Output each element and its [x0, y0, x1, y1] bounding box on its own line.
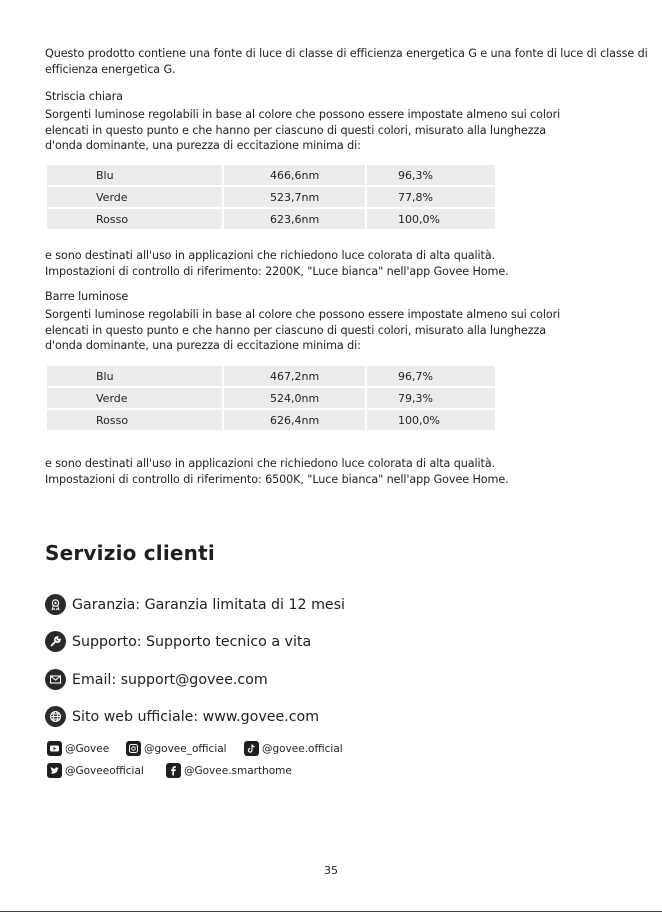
color-cell: Rosso [47, 209, 222, 229]
service-item-text: Garanzia: Garanzia limitata di 12 mesi [72, 596, 345, 613]
purity-cell: 100,0% [367, 209, 495, 229]
wavelength-cell: 623,6nm [224, 209, 365, 229]
social-handle: @Govee.smarthome [184, 764, 292, 777]
service-item-text[interactable]: Sito web ufficiale: www.govee.com [72, 708, 320, 725]
social-instagram[interactable] [126, 741, 227, 756]
youtube-icon [47, 741, 62, 756]
purity-cell: 79,3% [367, 388, 495, 408]
intro-paragraph [45, 46, 648, 77]
instagram-icon [126, 741, 141, 756]
section-description [45, 307, 560, 354]
service-item-warranty [45, 594, 345, 615]
social-youtube[interactable] [47, 741, 109, 756]
warranty-icon [45, 594, 66, 615]
table-row [47, 165, 495, 185]
purity-cell: 96,7% [367, 366, 495, 386]
social-handle: @Goveeofficial [65, 764, 144, 777]
social-tiktok[interactable] [244, 741, 343, 756]
purity-table [45, 163, 497, 231]
social-facebook[interactable] [166, 763, 292, 778]
description-line: Sorgenti luminose regolabili in base al colore che possono essere impostate almeno sui colori [45, 108, 561, 121]
table-row [47, 187, 495, 207]
wavelength-cell: 523,7nm [224, 187, 365, 207]
description-line: d'onda dominante, una purezza di eccitazione minima di: [45, 139, 361, 152]
social-twitter[interactable] [47, 763, 144, 778]
social-handle: @Govee [65, 742, 110, 755]
color-cell: Blu [47, 366, 222, 386]
description-line: Sorgenti luminose regolabili in base al colore che possono essere impostate almeno sui colori [45, 308, 561, 321]
purity-cell: 77,8% [367, 187, 495, 207]
service-item-text: Supporto: Supporto tecnico a vita [72, 633, 312, 650]
color-cell: Verde [47, 187, 222, 207]
wavelength-cell: 626,4nm [224, 410, 365, 430]
service-item-support [45, 631, 311, 652]
note-line: e sono destinati all'uso in applicazioni che richiedono luce colorata di alta qualità. [45, 457, 496, 470]
table-row [47, 388, 495, 408]
purity-cell: 96,3% [367, 165, 495, 185]
social-handle: @govee_official [144, 742, 227, 755]
intro-line: efficienza energetica G. [45, 62, 176, 76]
table-row [47, 209, 495, 229]
email-icon [45, 669, 66, 690]
section-description [45, 107, 560, 154]
social-handle: @govee.official [262, 742, 343, 755]
globe-icon [45, 706, 66, 727]
purity-table [45, 364, 497, 432]
color-cell: Rosso [47, 410, 222, 430]
facebook-icon [166, 763, 181, 778]
tiktok-icon [244, 741, 259, 756]
color-cell: Verde [47, 388, 222, 408]
color-cell: Blu [47, 165, 222, 185]
service-item-email [45, 669, 268, 690]
wavelength-cell: 467,2nm [224, 366, 365, 386]
table-row [47, 366, 495, 386]
description-line: elencati in questo punto e che hanno per ciascuno di questi colori, misurato alla lunghezza [45, 123, 547, 137]
section-note [45, 456, 509, 487]
wrench-icon [45, 631, 66, 652]
service-item-website [45, 706, 319, 727]
section-title: Striscia chiara [45, 90, 123, 103]
purity-cell: 100,0% [367, 410, 495, 430]
page-number: 35 [324, 864, 338, 877]
service-item-text[interactable]: Email: support@govee.com [72, 671, 268, 688]
intro-line: Questo prodotto contiene una fonte di luce di classe di efficienza energetica G e una fonte di luce di classe di [45, 47, 648, 60]
table-row [47, 410, 495, 430]
section-note [45, 248, 509, 279]
service-heading: Servizio clienti [45, 541, 215, 565]
note-line: Impostazioni di controllo di riferimento: 2200K, "Luce bianca" nell'app Govee Home. [45, 264, 509, 278]
wavelength-cell: 524,0nm [224, 388, 365, 408]
description-line: d'onda dominante, una purezza di eccitazione minima di: [45, 339, 361, 352]
description-line: elencati in questo punto e che hanno per ciascuno di questi colori, misurato alla lunghezza [45, 323, 547, 337]
wavelength-cell: 466,6nm [224, 165, 365, 185]
twitter-icon [47, 763, 62, 778]
bottom-divider [0, 911, 662, 912]
section-title: Barre luminose [45, 290, 129, 303]
note-line: Impostazioni di controllo di riferimento: 6500K, "Luce bianca" nell'app Govee Home. [45, 472, 509, 486]
note-line: e sono destinati all'uso in applicazioni che richiedono luce colorata di alta qualità. [45, 249, 496, 262]
